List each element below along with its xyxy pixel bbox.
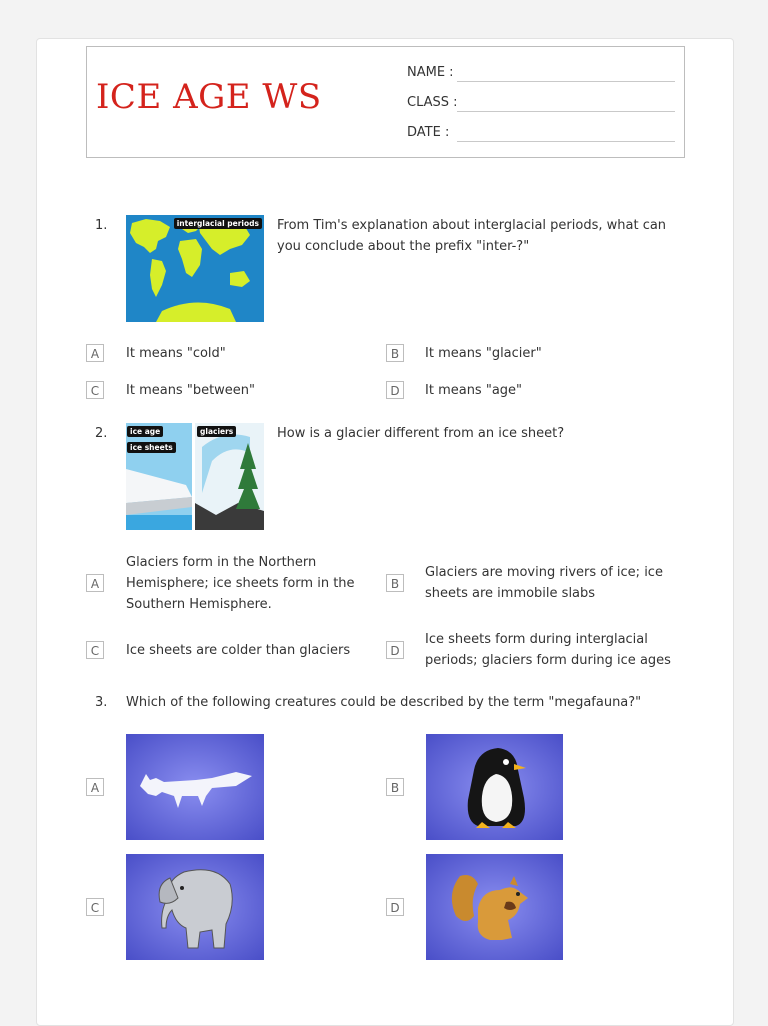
q2-option-b-letter[interactable]: B: [386, 574, 404, 592]
worksheet-title: ICE AGE WS: [96, 77, 322, 117]
question-2-number: 2.: [95, 426, 108, 441]
image-tag-ice-sheets: ice sheets: [127, 442, 176, 453]
worksheet-header: [86, 46, 685, 158]
date-label: DATE :: [407, 125, 450, 140]
penguin-icon: [426, 734, 563, 840]
q3-option-d-image[interactable]: [426, 854, 563, 960]
q1-option-b-letter[interactable]: B: [386, 344, 404, 362]
q2-option-a-text[interactable]: Glaciers form in the Northern Hemisphere; ice sheets form in the Southern Hemisphere.: [126, 555, 355, 612]
q1-option-c-text[interactable]: It means "between": [126, 383, 256, 398]
question-3-text: Which of the following creatures could be described by the term "megafauna?": [126, 695, 642, 710]
q1-option-a-text[interactable]: It means "cold": [126, 346, 226, 361]
q1-option-a-letter[interactable]: A: [86, 344, 104, 362]
name-label: NAME :: [407, 65, 454, 80]
q2-option-d-text[interactable]: Ice sheets form during interglacial periods; glaciers form during ice ages: [425, 632, 671, 668]
ice-sheet-glacier-icon: [126, 423, 264, 530]
date-line: [457, 141, 675, 142]
worksheet-page: [36, 38, 734, 1026]
q1-option-d-letter[interactable]: D: [386, 381, 404, 399]
q3-option-c-image[interactable]: [126, 854, 264, 960]
name-line: [457, 81, 675, 82]
q2-option-c-text[interactable]: Ice sheets are colder than glaciers: [126, 643, 351, 658]
image-tag-glaciers: glaciers: [197, 426, 236, 437]
question-2-text: How is a glacier different from an ice sheet?: [277, 426, 565, 441]
question-3-number: 3.: [95, 695, 108, 710]
class-label: CLASS :: [407, 95, 458, 110]
squirrel-icon: [426, 854, 563, 960]
q3-option-a-letter[interactable]: A: [86, 778, 104, 796]
q3-option-b-image[interactable]: [426, 734, 563, 840]
image-tag-interglacial: interglacial periods: [174, 218, 262, 229]
question-1-number: 1.: [95, 218, 108, 233]
q3-option-c-letter[interactable]: C: [86, 898, 104, 916]
q1-option-b-text[interactable]: It means "glacier": [425, 346, 542, 361]
name-field[interactable]: [407, 65, 454, 80]
q3-option-a-image[interactable]: [126, 734, 264, 840]
elephant-icon: [126, 854, 264, 960]
q1-option-d-text[interactable]: It means "age": [425, 383, 523, 398]
question-1-text: From Tim's explanation about interglacial periods, what can you conclude about the prefix "inter-?": [277, 218, 667, 254]
class-line: [457, 111, 675, 112]
world-map-image: [126, 215, 264, 322]
q2-option-d-letter[interactable]: D: [386, 641, 404, 659]
q2-option-c-letter[interactable]: C: [86, 641, 104, 659]
q1-option-c-letter[interactable]: C: [86, 381, 104, 399]
q2-option-a-letter[interactable]: A: [86, 574, 104, 592]
world-map-icon: [126, 215, 264, 322]
q3-option-d-letter[interactable]: D: [386, 898, 404, 916]
q2-option-b-text[interactable]: Glaciers are moving rivers of ice; ice sheets are immobile slabs: [425, 565, 663, 601]
glacier-comparison-image: [126, 423, 264, 530]
image-tag-ice-age: ice age: [127, 426, 163, 437]
date-field[interactable]: [407, 125, 449, 140]
arctic-fox-icon: [126, 734, 264, 840]
q3-option-b-letter[interactable]: B: [386, 778, 404, 796]
class-field[interactable]: [407, 95, 458, 110]
